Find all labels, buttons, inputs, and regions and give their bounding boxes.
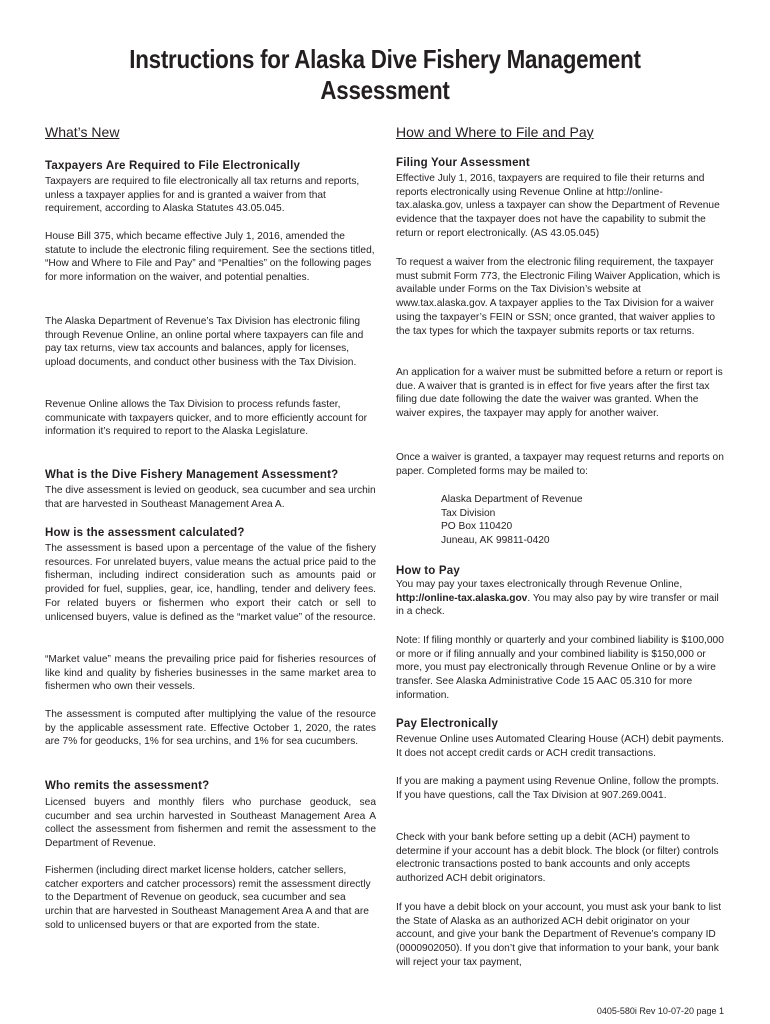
heading-file-electronically: Taxpayers Are Required to File Electronically	[45, 160, 301, 172]
address-line: Alaska Department of Revenue	[441, 494, 583, 505]
paragraph: “Market value” means the prevailing price paid for fisheries resources of like kind and quality by fisheries businesses in the same market area to fishermen who own their vessels.	[45, 654, 376, 693]
title-line-1: Instructions for Alaska Dive Fishery Management	[129, 44, 641, 74]
paragraph: The assessment is computed after multiplying the value of the resource by the applicable assessment rate. Effective October 1, 2020, the rates are 7% for geoducks, 1% for sea urchins, and 1% for sea cucumbers.	[45, 709, 376, 748]
page-footer: 0405-580i Rev 10-07-20 page 1	[596, 1006, 724, 1016]
paragraph: Fishermen (including direct market license holders, catcher sellers, catcher exporters and catcher processors) remit the assessment directly to the Department of Revenue on geoduck, sea cucumber and sea urchin that are harvested in Southeast Management Area A and that are sold to unlicensed buyers or that are exported from the state.	[45, 865, 371, 931]
heading-what-is-assessment: What is the Dive Fishery Management Assessment?	[45, 469, 339, 481]
paragraph	[396, 578, 726, 619]
address-line: Tax Division	[441, 507, 496, 519]
paragraph: If you have a debit block on your account, you must ask your bank to list the State of Alaska as an authorized ACH debit originator on your account, and give your bank the Department of Revenue’s company ID (0000902050). If you don’t give that information to your bank, your bank will reject your tax payment,	[396, 902, 722, 968]
heading-filing-assessment: Filing Your Assessment	[396, 157, 530, 169]
heading-pay-electronically: Pay Electronically	[396, 718, 499, 730]
page-title	[88, 44, 681, 106]
heading-how-to-pay: How to Pay	[396, 565, 460, 577]
paragraph: The Alaska Department of Revenue’s Tax Division has electronic filing through Revenue Online, an online portal where taxpayers can file and pay tax returns, view tax accounts and balances, apply for licenses, upload documents, and conduct other business with the Tax Division.	[45, 316, 364, 369]
section-heading-whats-new: What’s New	[45, 124, 120, 140]
heading-who-remits: Who remits the assessment?	[45, 780, 210, 792]
paragraph: Effective July 1, 2016, taxpayers are required to file their returns and reports electronically using Revenue Online at http://online-tax.alaska.gov, unless a taxpayer can show the Department of Revenue evidence that the taxpayer does not have the capability to submit the return or report electronically. (AS 43.05.045)	[396, 173, 720, 239]
address-line: PO Box 110420	[441, 521, 513, 533]
paragraph-text: . You may also pay by wire transfer or mail in a check.	[396, 592, 719, 618]
paragraph: The assessment is based upon a percentage of the value of the fishery resources. For unrelated buyers, value means the actual price paid to the fisherman, including indirect consideration such as amounts paid or provided for fuel, supplies, gear, ice, handling, tender and delivery fees. For related buyers or fishermen who export their catch or sell to unlicensed buyers, value is defined as the “market value” of the resource.	[45, 543, 376, 623]
paragraph: Taxpayers are required to file electronically all tax returns and reports, unless a taxpayer applies for and is granted a waiver from that requirement, according to Alaska Statutes 43.05.045.	[45, 176, 360, 215]
paragraph: Note: If filing monthly or quarterly and your combined liability is $100,000 or more or if filing annually and your combined liability is $150,000 or more, you must pay electronically through Revenue Online or by a wire transfer. See Alaska Administrative Code 15 AAC 05.310 for more information.	[396, 635, 724, 701]
paragraph: The dive assessment is levied on geoduck, sea cucumber and sea urchin that are harvested in Southeast Management Area A.	[45, 485, 376, 510]
paragraph: Check with your bank before setting up a debit (ACH) payment to determine if your account has a debit block. The block (or filter) controls electronic transactions posted to bank accounts and only accepts authorized ACH debit originators.	[396, 832, 719, 885]
paragraph-text: You may pay your taxes electronically through Revenue Online,	[396, 579, 683, 590]
revenue-online-link[interactable]: http://online-tax.alaska.gov	[396, 592, 528, 604]
title-line-2: Assessment	[320, 75, 450, 105]
paragraph: Revenue Online uses Automated Clearing House (ACH) debit payments. It does not accept credit cards or ACH credit transactions.	[396, 734, 724, 759]
paragraph: An application for a waiver must be submitted before a return or report is due. A waiver that is granted is in effect for five years after the first tax filing due date following the date the waiver was granted. When the waiver expires, the taxpayer may apply for another waiver.	[396, 367, 723, 420]
paragraph: To request a waiver from the electronic filing requirement, the taxpayer must submit Form 773, the Electronic Filing Waiver Application, which is available under Forms on the Tax Division’s website at www.tax.alaska.gov. A taxpayer applies to the Tax Division for a waiver using the taxpayer’s FEIN or SSN; once granted, that waiver applies to the tax types for which the taxpayer submits reports or tax returns.	[396, 257, 721, 337]
paragraph: If you are making a payment using Revenue Online, follow the prompts. If you have questions, call the Tax Division at 907.269.0041.	[396, 776, 719, 801]
paragraph: Once a waiver is granted, a taxpayer may request returns and reports on paper. Completed forms may be mailed to:	[396, 452, 724, 477]
paragraph: Revenue Online allows the Tax Division to process refunds faster, communicate with taxpayers quicker, and to more efficiently account for information it’s required to report to the Alaska Legislature.	[45, 399, 368, 438]
paragraph: House Bill 375, which became effective July 1, 2016, amended the statute to include the electronic filing requirement. See the sections titled, “How and Where to File and Pay” and “Penalties” on the following pages for more information on the waiver, and potential penalties.	[45, 231, 375, 284]
mailing-address	[441, 493, 583, 548]
section-heading-how-where: How and Where to File and Pay	[396, 124, 594, 140]
address-line: Juneau, AK 99811-0420	[441, 535, 550, 547]
paragraph: Licensed buyers and monthly filers who purchase geoduck, sea cucumber and sea urchin harvested in Southeast Management Area A collect the assessment from fishermen and remit the assessment to the Department of Revenue.	[45, 797, 376, 850]
heading-how-calculated: How is the assessment calculated?	[45, 527, 245, 539]
